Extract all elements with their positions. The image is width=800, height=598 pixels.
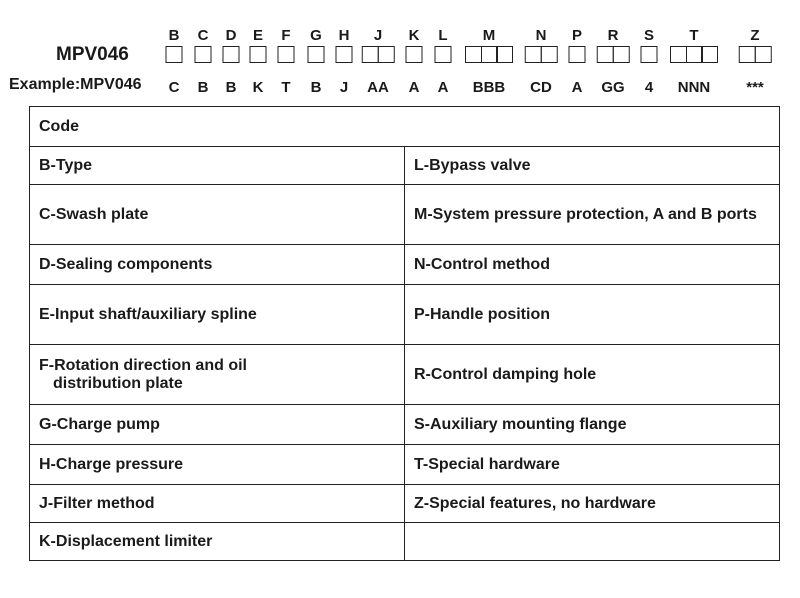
table-row [30,405,780,445]
table-row [30,185,780,245]
code-c-cell: C-Swash plate [30,185,405,245]
code-box [336,46,353,63]
code-letter: F [281,27,291,44]
code-boxes [223,46,240,65]
code-l-cell: L-Bypass valve [405,147,780,185]
code-boxes [670,46,718,65]
code-box [701,46,718,63]
example-value: A [408,79,420,96]
model-number: MPV046 [56,44,129,65]
code-letter: K [408,27,420,44]
code-column-f [278,26,295,96]
code-box [612,46,629,63]
code-box [739,46,756,63]
example-value: AA [367,79,389,96]
code-letter: P [571,27,582,44]
table-row [30,345,780,405]
code-boxes [195,46,212,65]
code-boxes [641,46,658,65]
example-value: J [339,79,349,96]
code-e-cell: E-Input shaft/auxiliary spline [30,285,405,345]
code-b-cell: B-Type [30,147,405,185]
example-value: A [437,79,449,96]
table-row [30,485,780,523]
code-box [362,46,379,63]
code-column-p [569,26,586,96]
code-column-e [250,26,267,96]
code-f-cell [30,345,405,405]
code-boxes [465,46,513,65]
code-p-cell: P-Handle position [405,285,780,345]
code-column-t [670,26,718,96]
code-box [481,46,498,63]
code-g-cell: G-Charge pump [30,405,405,445]
code-box [641,46,658,63]
example-value: T [281,79,291,96]
code-box [223,46,240,63]
code-f-line1: F-Rotation direction and oil [39,356,247,374]
code-column-g [308,26,325,96]
example-value: C [168,79,180,96]
code-column-j [362,26,395,96]
table-row [30,445,780,485]
code-table [29,106,780,561]
example-value: 4 [644,79,654,96]
code-letter: E [252,27,263,44]
code-letter: R [607,27,619,44]
code-box [686,46,703,63]
code-column-b [166,26,183,96]
code-letter: S [643,27,654,44]
code-box [540,46,557,63]
code-boxes [278,46,295,65]
code-box [569,46,586,63]
code-box [308,46,325,63]
example-value: NNN [677,79,711,96]
code-box [195,46,212,63]
code-s-cell: S-Auxiliary mounting flange [405,405,780,445]
code-box [597,46,614,63]
code-box [166,46,183,63]
code-letter: M [482,27,496,44]
code-box [496,46,513,63]
code-m-cell: M-System pressure protection, A and B ports [405,185,780,245]
table-heading: Code [30,107,780,147]
code-boxes [308,46,325,65]
code-f-line2: distribution plate [53,374,183,392]
table-row [30,245,780,285]
code-z-cell: Z-Special features, no hardware [405,485,780,523]
code-letter: T [689,27,699,44]
example-value: K [252,79,264,96]
code-boxes [250,46,267,65]
code-box [525,46,542,63]
example-value: B [225,79,237,96]
code-box [754,46,771,63]
table-row [30,523,780,561]
code-boxes [569,46,586,65]
code-column-r [597,26,630,96]
code-column-d [223,26,240,96]
table-row [30,285,780,345]
code-box [406,46,423,63]
code-letter: B [168,27,180,44]
code-column-c [195,26,212,96]
example-value: A [571,79,583,96]
code-letter: D [225,27,237,44]
code-boxes [435,46,452,65]
code-k-cell: K-Displacement limiter [30,523,405,561]
code-letter: J [373,27,383,44]
code-box [250,46,267,63]
example-value: *** [746,79,764,96]
empty-cell [405,523,780,561]
model-code-header [0,0,800,100]
code-boxes [739,46,772,65]
code-box [278,46,295,63]
code-j-cell: J-Filter method [30,485,405,523]
code-d-cell: D-Sealing components [30,245,405,285]
code-box [377,46,394,63]
code-n-cell: N-Control method [405,245,780,285]
example-value: BBB [472,79,506,96]
code-column-k [406,26,423,96]
code-box [465,46,482,63]
code-boxes [336,46,353,65]
code-boxes [406,46,423,65]
code-boxes [166,46,183,65]
code-letter: C [197,27,209,44]
code-letter: L [438,27,448,44]
code-column-h [336,26,353,96]
code-column-m [465,26,513,96]
code-letter: H [338,27,350,44]
code-column-l [435,26,452,96]
code-boxes [597,46,630,65]
code-h-cell: H-Charge pressure [30,445,405,485]
code-boxes [362,46,395,65]
code-box [670,46,687,63]
example-value: GG [601,79,625,96]
code-box [435,46,452,63]
code-letter: G [310,27,322,44]
table-row [30,147,780,185]
example-value: CD [530,79,552,96]
code-r-cell: R-Control damping hole [405,345,780,405]
code-column-z [739,26,772,96]
code-column-n [525,26,558,96]
code-letter: N [535,27,547,44]
code-t-cell: T-Special hardware [405,445,780,485]
code-boxes [525,46,558,65]
example-value: B [197,79,209,96]
example-value: B [310,79,322,96]
code-letter: Z [750,27,760,44]
table-header-row [30,107,780,147]
example-label: Example:MPV046 [9,76,142,93]
code-column-s [641,26,658,96]
